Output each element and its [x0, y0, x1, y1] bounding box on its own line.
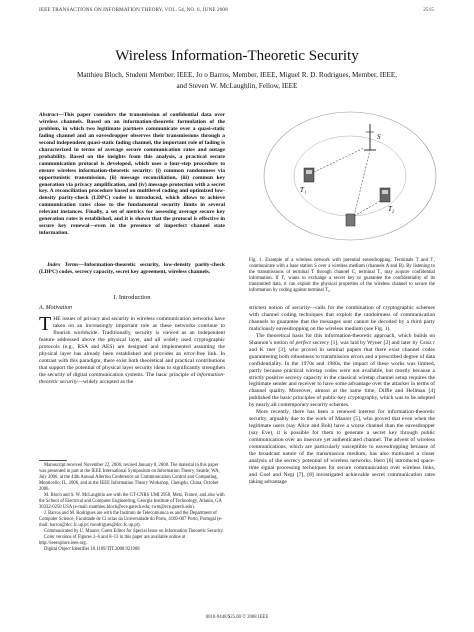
intro-paragraph	[39, 313, 226, 386]
right-column-text	[249, 305, 435, 486]
index-terms-text: Information-theoretic security, low-density parity-check (LDPC) codes, secrecy capacity, secret key agreement, wireless channels.	[39, 262, 225, 275]
col2-paragraph-2	[249, 333, 435, 409]
index-terms-label: Index Terms—	[47, 262, 85, 268]
intro-italic-term: information-theoretic security	[39, 371, 226, 385]
figure-1-illustration	[248, 102, 438, 250]
footnote-1: Manuscript received November 22, 2006; revised January 8, 2008. The material in this paper was presented in part at the IEEE International Symposium on Information Theory, Seattle, WA, July 2006, at the 44th Annual Allerton Conference on Communication Control and Computing, Monticello, IL, 2006, and at the IEEE Information Theory Workshop, Chengdu, China, October 2006.	[39, 463, 220, 492]
footnote-6: Digital Object Identifier 10.1109/TIT.2008.921908	[44, 547, 140, 552]
section-heading: I. Introduction	[113, 294, 151, 301]
col2-p2-italic: perfect	[295, 339, 311, 346]
subsection-heading: A. Motivation	[39, 305, 72, 311]
footnote-rule	[39, 460, 67, 461]
terminal-t2-icon	[380, 188, 390, 202]
col2-p2-end: secrecy [1], was laid by Wyner [2] and later by Csisz r and K rner [3], who proved in seminal papers that there exist channel codes guaranteeing both robustness to transmission errors and a prescribed degree of data confidentiality. In the 1970s and 1980s, the impact of these works was limited, partly because practical wiretap codes were not available, but mostly because a strictly positive secrecy capacity in the classical wiretap channel setup requires the legitimate sender and receiver to have some advantage over the attacker in terms of channel quality. Moreover, almost at the same time, Diffie and Hellman [4] published the basic principles of public-key cryptography, which was to be adopted by nearly all contemporary security schemes.	[249, 339, 435, 409]
page-number: 2515	[423, 7, 434, 13]
footnote-4: Communicated by U. Maurer, Guest Editor for Special Issue on Information Theoretic Security.	[44, 529, 224, 534]
terminal-t1-icon	[304, 168, 314, 182]
col2-paragraph-1: strictest notion of security—calls for the combination of cryptographic schemes with channel coding techniques that exploit the randomness of communication channels to guarantee that the messages sent cannot be decoded by a third party maliciously eavesdropping on the wireless medium (see Fig. 1).	[249, 305, 435, 332]
col2-p2-start: The theoretical basis for this information-theoretic approach, which builds on Shannon’s notion of	[249, 332, 435, 346]
footnote-3: J. Barros and M. Rodrigues are with the Instituto de Telecomunica es and the Department of Computer Science, Faculdade de Ci ncias da Universidade do Porto, 4169-007 Porto, Portugal (e-mail: barros@dcc.fc.up.pt; mrodrigues@dcc.fc.up.pt).	[39, 511, 223, 528]
drop-cap: T	[39, 313, 52, 335]
terminal-t-icon	[346, 214, 355, 226]
col2-paragraph-3: More recently, there has been a renewed interest for information-theoretic security, arguably due to the work of Maurer [5], who proved that even when the legitimate users (say Alice and Bob) have a worse channel than the eavesdropper (say Eve), it is possible for them to generate a secret key through public communication over an insecure yet authenticated channel. The advent of wireless communications, which are particularly susceptible to eavesdropping because of the broadcast nature of the transmission medium, has also motivated a closer analysis of the secrecy potential of wireless networks. Hero [6] introduced space-time signal processing techniques for secure communication over wireless links, and Goel and Negi [7], [8] investigated achievable secret communication rates taking advantage	[249, 409, 435, 485]
label-t1: T₁	[300, 186, 307, 194]
channel-b-link	[354, 150, 370, 216]
running-header-journal: IEEE TRANSACTIONS ON INFORMATION THEORY, VOL. 54, NO. 6, JUNE 2008	[39, 7, 228, 13]
abstract-label: Abstract—	[39, 112, 64, 118]
figure-1-caption	[249, 258, 435, 293]
intro-text: HE issues of privacy and security in wireless communication networks have taken on an increasingly important role as these networks continue to flourish worldwide. Traditionally, security is viewed as an independent feature addressed above the physical layer, and all widely used cryptographic protocols (e.g., RSA and AES) are designed and implemented assuming the physical layer has already been established and provides an error-free link. In contrast with this paradigm, there exist both theoretical and practical contributions that support the potential of physical layer security ideas to significantly strengthen the security of digital communication systems. The basic principle of	[39, 316, 225, 378]
channel-c-link	[354, 200, 382, 216]
intro-tail: —widely accepted as the	[77, 378, 134, 385]
index-terms	[39, 262, 225, 276]
copyright-line: 0018-9448/$25.00 © 2008 IEEE	[205, 615, 269, 620]
figure-caption-label: Fig. 1.	[249, 258, 263, 263]
label-s: S	[377, 133, 381, 141]
footnote-2: M. Bloch and S. W. McLaughlin are with the GT-CNRS UMI 2958, Metz, France, and also with the School of Electrical and Computer Engineering, Georgia Institute of Technology, Atlanta, GA 30332-0250 USA (e-mail: matthieu.bloch@ece.gatech.edu; swm@ece.gatech.edu).	[39, 493, 225, 510]
author-line-2: and Steven W. McLaughlin, Fellow, IEEE	[176, 82, 298, 90]
author-line-1: Matthieu Bloch, Student Member, IEEE, Jo o Barros, Member, IEEE, Miguel R. D. Rodrigues, Member, IEEE,	[76, 71, 398, 79]
footnotes	[39, 463, 225, 553]
footnote-5: Color versions of Figures 2–6 and 8–13 in this paper are available online at http://ieeexplore.ieee.org.	[39, 535, 186, 546]
abstract	[39, 112, 225, 237]
abstract-text: This paper considers the transmission of confidential data over wireless channels. Based on an information-theoretic formulation of the problem, in which two legitimate partners communicate over a quasi-static fading channel and an eavesdropper observes their transmissions through a second independent quasi-static fading channel, the important role of fading is characterized in terms of average secure communication rates and outage probability. Based on the insights from this analysis, a practical secure communication protocol is developed, which uses a four-step procedure to ensure wireless information-theoretic security: (i) common randomness via opportunistic transmission, (ii) message reconciliation, (iii) common key generation via privacy amplification, and (iv) message protection with a secret key. A reconciliation procedure based on multilevel coding and optimized low-density parity-check (LDPC) codes is introduced, which allows to achieve communication rates close to the fundamental security limits in several relevant instances. Finally, a set of metrics for assessing average secure key generation rates is established, and it is shown that the protocol is effective in secure key renewal—even in the presence of imperfect channel state information.	[39, 112, 225, 237]
label-t2: T₂	[388, 205, 395, 213]
paper-title: Wireless Information-Theoretic Security	[115, 48, 359, 64]
base-station-icon	[364, 124, 376, 150]
channel-a-link	[314, 148, 364, 172]
figure-caption-text: Example of a wireless network with potential eavesdropping. Terminals T and T₁ communicate with a base station S over a wireless medium (channels A and B). By listening to the transmissions of terminal T through channel C, terminal T₂ may acquire confidential information. If T₁ wants to exchange a secret key or guarantee the confidentiality of its transmitted data, it can exploit the physical properties of the wireless channel to secure the information by coding against terminal T₂.	[249, 258, 435, 293]
